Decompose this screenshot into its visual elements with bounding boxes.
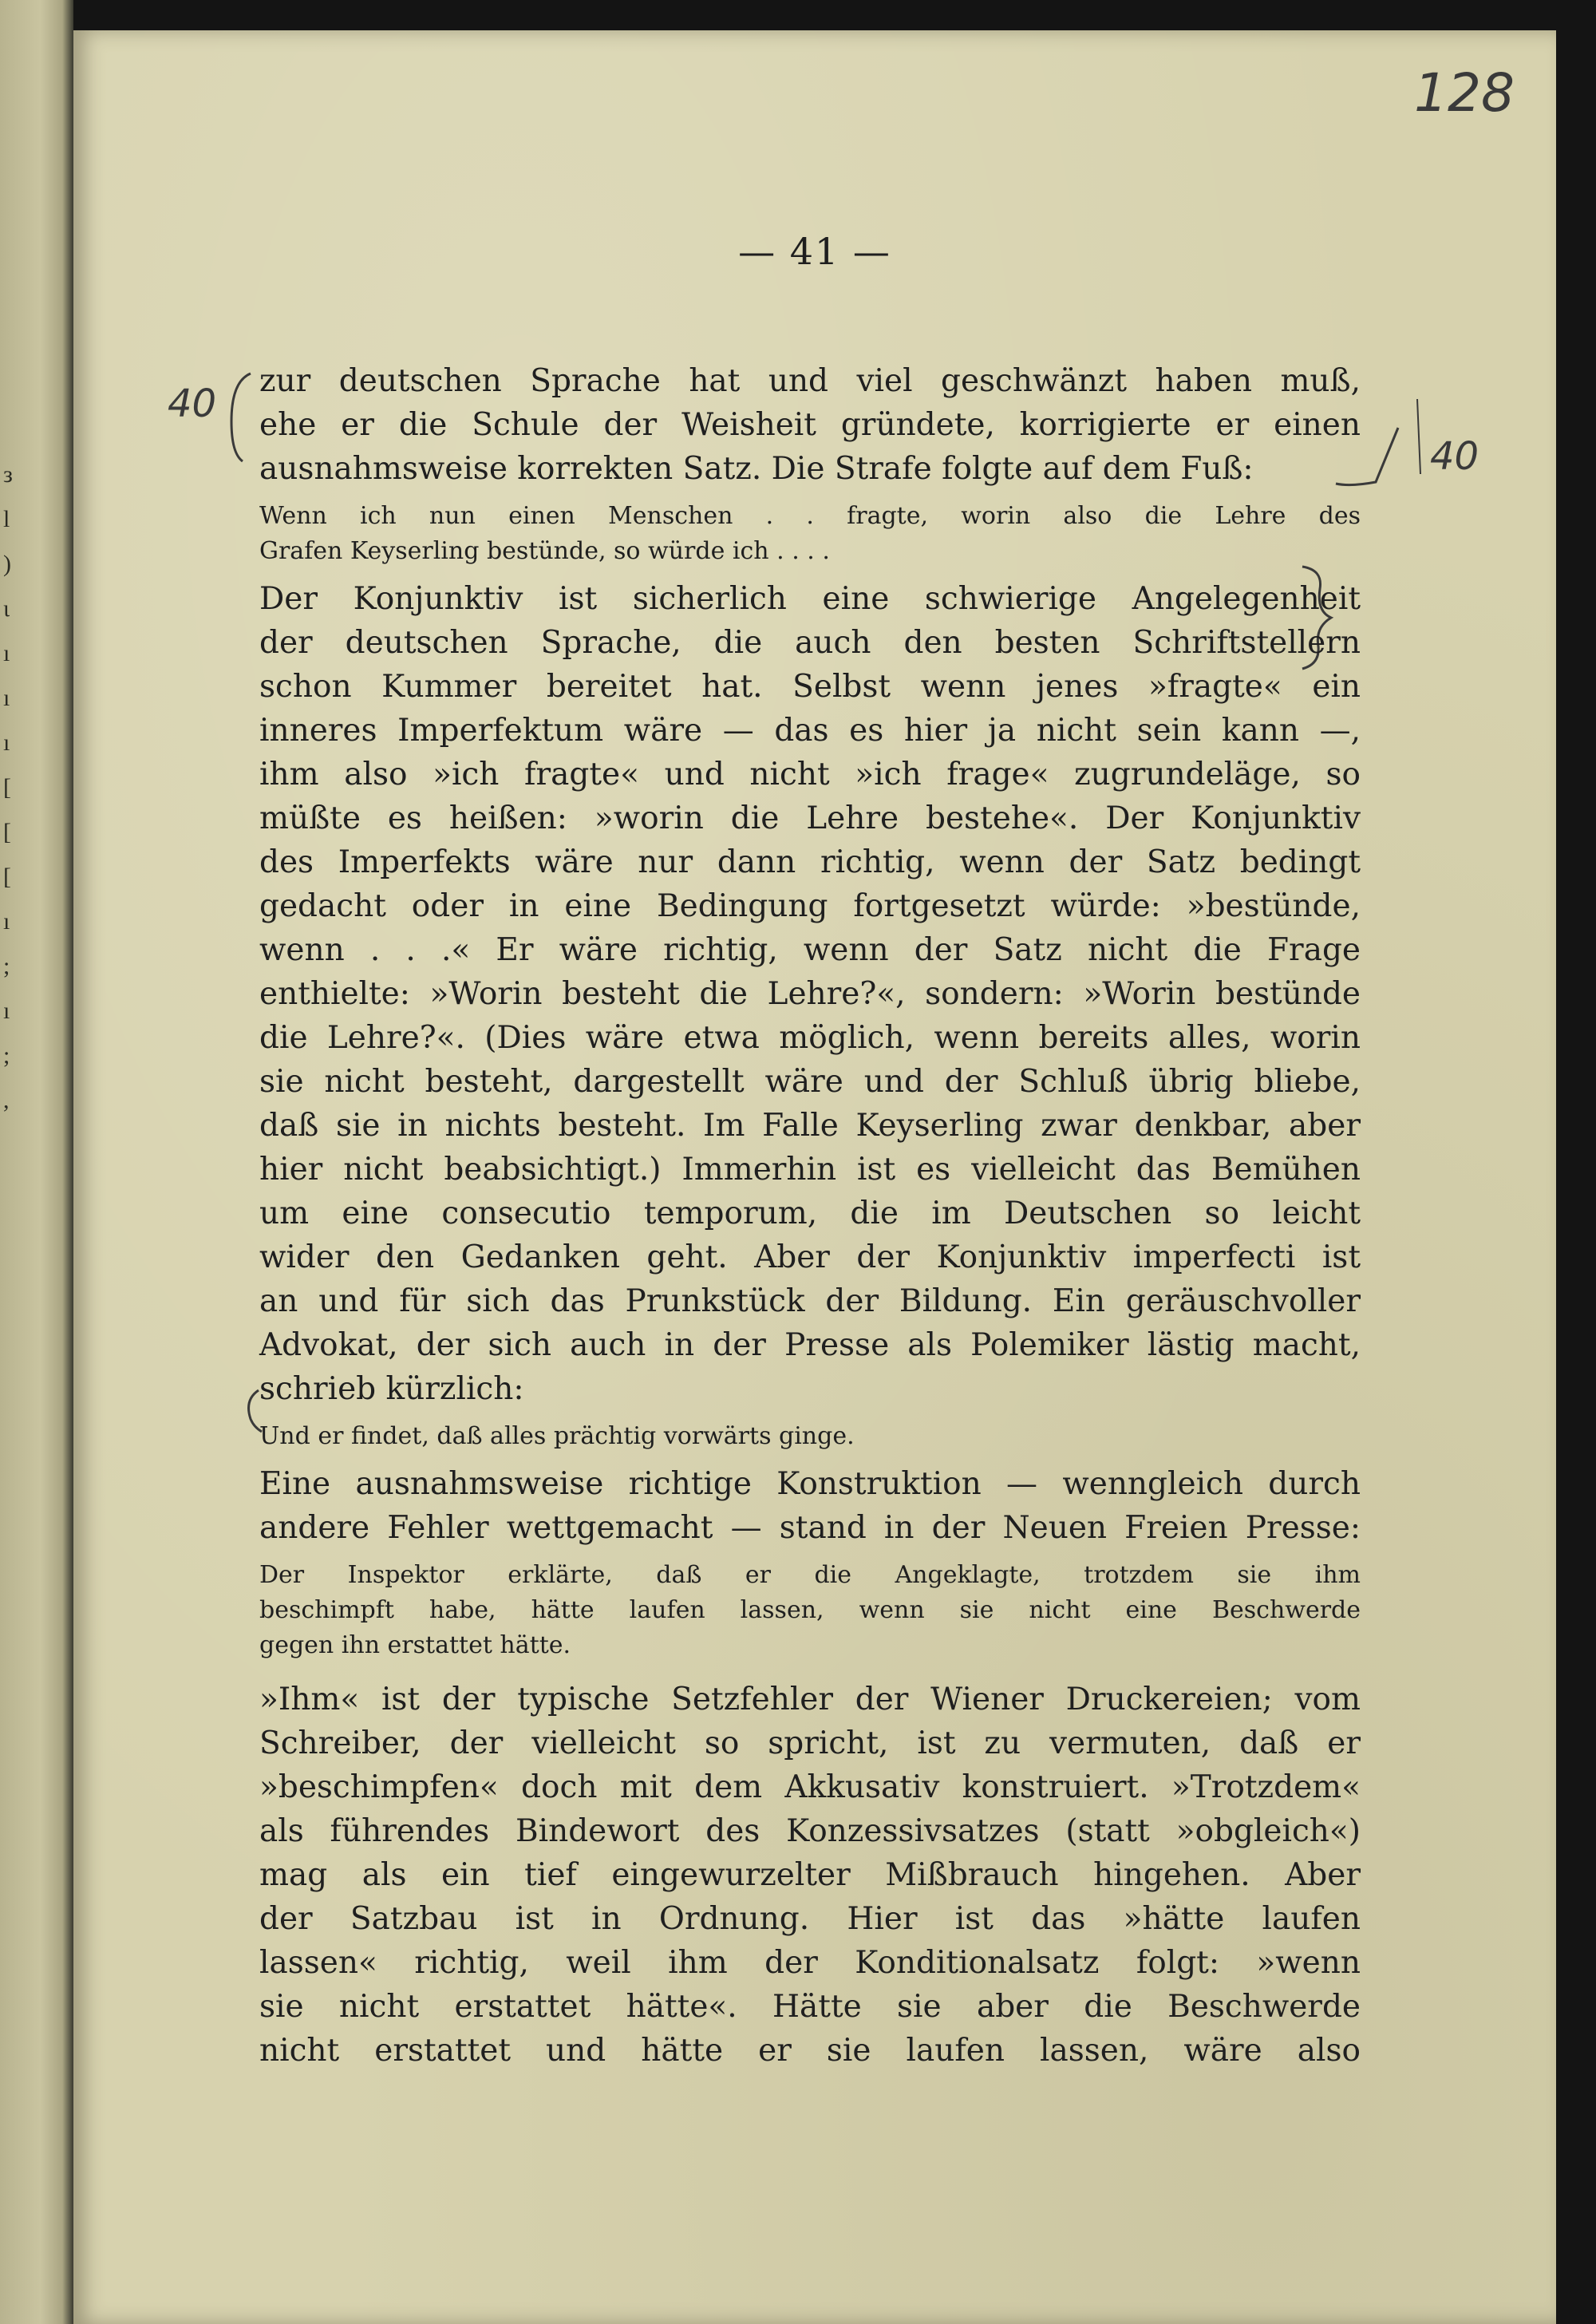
edge-glyph: ı [3, 908, 10, 935]
text-line: andere Fehler wettgemacht — stand in der Neuen Freien Presse: [259, 1510, 1361, 1546]
quote-line: Grafen Keyserling bestünde, so würde ich . . . . [259, 537, 830, 565]
edge-glyph: ı [3, 729, 10, 756]
quote-line: beschimpft habe, hätte laufen lassen, wenn sie nicht eine Beschwerde [259, 1596, 1361, 1624]
handwritten-folio-number: 128 [1414, 62, 1515, 124]
text-line: Schreiber, der vielleicht so spricht, ist zu vermuten, daß er [259, 1725, 1361, 1761]
text-line: ausnahmsweise korrekten Satz. Die Strafe folgte auf dem Fuß: [259, 451, 1254, 487]
edge-glyph: ı [3, 640, 10, 666]
quote-line: Und er findet, daß alles prächtig vorwärts ginge. [259, 1422, 855, 1450]
page-header: — 41 — [738, 230, 891, 273]
text-line: der Satzbau ist in Ordnung. Hier ist das »hätte laufen [259, 1901, 1361, 1937]
text-line: lassen« richtig, weil ihm der Konditionalsatz folgt: »wenn [259, 1945, 1361, 1981]
quote-line: gegen ihn erstattet hätte. [259, 1631, 571, 1659]
text-line: sie nicht erstattet hätte«. Hätte sie aber die Beschwerde [259, 1989, 1361, 2025]
text-line: als führendes Bindewort des Konzessivsatzes (statt »obgleich«) [259, 1813, 1361, 1849]
text-line: nicht erstattet und hätte er sie laufen lassen, wäre also [259, 2033, 1361, 2069]
text-line: der deutschen Sprache, die auch den besten Schriftstellern [259, 625, 1361, 661]
text-line: sie nicht besteht, dargestellt wäre und der Schluß übrig bliebe, [259, 1064, 1361, 1100]
text-line: »beschimpfen« doch mit dem Akkusativ konstruiert. »Trotzdem« [259, 1769, 1361, 1805]
pencil-bracket-left-icon [231, 374, 251, 461]
text-line: Eine ausnahmsweise richtige Konstruktion — wenngleich durch [259, 1466, 1361, 1502]
edge-glyph: l [3, 506, 10, 532]
edge-glyph: ) [3, 551, 11, 577]
edge-glyph: ι [3, 595, 10, 622]
text-line: enthielte: »Worin besteht die Lehre?«, sondern: »Worin bestünde [259, 976, 1361, 1012]
quote-line: Der Inspektor erklärte, daß er die Angeklagte, trotzdem sie ihm [259, 1561, 1361, 1589]
text-line: hier nicht beabsichtigt.) Immerhin ist es vielleicht das Bemühen [259, 1152, 1361, 1188]
edge-glyph: [ [3, 774, 11, 800]
text-line: Der Konjunktiv ist sicherlich eine schwierige Angelegenheit [259, 581, 1361, 617]
body-text [259, 359, 1361, 2073]
margin-note-right: 40 [1430, 434, 1479, 479]
edge-glyph: , [3, 1087, 10, 1113]
text-line: schon Kummer bereitet hat. Selbst wenn jenes »fragte« ein [259, 669, 1361, 705]
text-line: ihm also »ich fragte« und nicht »ich frage« zugrundeläge, so [259, 757, 1361, 792]
text-line: inneres Imperfektum wäre — das es hier ja nicht sein kann —, [259, 713, 1361, 749]
text-line: wider den Gedanken geht. Aber der Konjunktiv imperfecti ist [259, 1239, 1361, 1275]
edge-glyph: ı [3, 998, 10, 1024]
edge-glyph: з [3, 461, 13, 488]
text-line: an und für sich das Prunkstück der Bildung. Ein geräuschvoller [259, 1283, 1361, 1319]
text-line: wenn . . .« Er wäre richtig, wenn der Satz nicht die Frage [259, 932, 1361, 968]
text-line: mag als ein tief eingewurzelter Mißbrauch hingehen. Aber [259, 1857, 1361, 1893]
edge-glyph: ; [3, 1042, 10, 1069]
text-line: ehe er die Schule der Weisheit gründete, korrigierte er einen [259, 407, 1361, 443]
quote-line: Wenn ich nun einen Menschen . . fragte, worin also die Lehre des [259, 502, 1361, 530]
book-page [73, 30, 1556, 2324]
text-line: »Ihm« ist der typische Setzfehler der Wiener Druckereien; vom [259, 1682, 1361, 1717]
text-line: gedacht oder in eine Bedingung fortgesetzt würde: »bestünde, [259, 888, 1361, 924]
text-line: zur deutschen Sprache hat und viel geschwänzt haben muß, [259, 363, 1361, 399]
text-line: um eine consecutio temporum, die im Deutschen so leicht [259, 1196, 1361, 1231]
text-line: die Lehre?«. (Dies wäre etwa möglich, wenn bereits alles, worin [259, 1020, 1361, 1056]
text-line: des Imperfekts wäre nur dann richtig, wenn der Satz bedingt [259, 844, 1361, 880]
text-line: müßte es heißen: »worin die Lehre bestehe«. Der Konjunktiv [259, 800, 1361, 836]
text-line: Advokat, der sich auch in der Presse als Polemiker lästig macht, [259, 1327, 1361, 1363]
text-line: daß sie in nichts besteht. Im Falle Keyserling zwar denkbar, aber [259, 1108, 1361, 1144]
pencil-stroke-icon [1417, 399, 1420, 474]
margin-note-left: 40 [168, 381, 217, 426]
previous-page-edge [0, 0, 73, 2324]
edge-glyph: ı [3, 685, 10, 711]
edge-glyph: ; [3, 953, 10, 979]
edge-glyph: [ [3, 864, 11, 890]
edge-glyph: [ [3, 819, 11, 845]
text-line: schrieb kürzlich: [259, 1371, 524, 1407]
